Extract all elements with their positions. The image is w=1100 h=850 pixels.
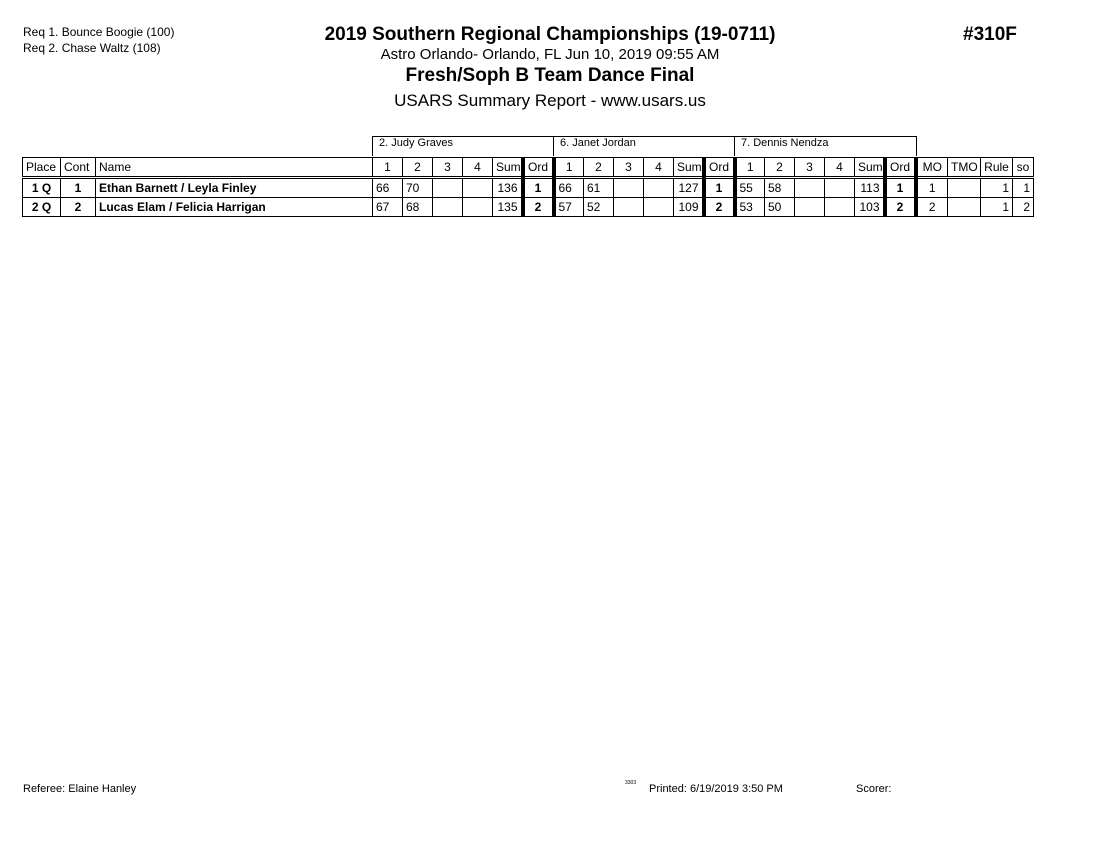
ordinal: 2 — [704, 198, 735, 217]
event-number: #310F — [963, 24, 1017, 45]
score: 66 — [373, 178, 403, 198]
majority-ordinal: 2 — [916, 198, 948, 217]
place: 2 Q — [23, 198, 61, 217]
score-sum: 135 — [493, 198, 523, 217]
score: 68 — [403, 198, 433, 217]
rule: 1 — [981, 198, 1013, 217]
score — [644, 178, 674, 198]
col-judge-dance-1: 1 — [373, 158, 403, 178]
score: 52 — [584, 198, 614, 217]
ordinal: 1 — [704, 178, 735, 198]
score-sum: 136 — [493, 178, 523, 198]
tmo — [948, 198, 981, 217]
col-judge-sum: Sum — [855, 158, 885, 178]
header-row — [23, 158, 1034, 178]
contestant-number: 2 — [61, 198, 96, 217]
col-judge-ord: Ord — [523, 158, 554, 178]
table-row — [23, 178, 1034, 198]
event-title: Fresh/Soph B Team Dance Final — [405, 65, 695, 86]
score: 61 — [584, 178, 614, 198]
rule: 1 — [981, 178, 1013, 198]
score — [463, 178, 493, 198]
score — [614, 198, 644, 217]
col-rule: Rule — [981, 158, 1013, 178]
score-sum: 103 — [855, 198, 885, 217]
couple-name: Ethan Barnett / Leyla Finley — [96, 178, 373, 198]
majority-ordinal: 1 — [916, 178, 948, 198]
col-tmo: TMO — [948, 158, 981, 178]
score: 66 — [554, 178, 584, 198]
results-table — [22, 157, 1034, 217]
score: 67 — [373, 198, 403, 217]
score: 55 — [735, 178, 765, 198]
score — [825, 178, 855, 198]
col-judge-dance-2: 2 — [403, 158, 433, 178]
col-cont: Cont — [61, 158, 96, 178]
col-judge-dance-3: 3 — [795, 158, 825, 178]
score-sum: 113 — [855, 178, 885, 198]
ordinal: 1 — [523, 178, 554, 198]
scorer: Scorer: — [856, 783, 892, 795]
judge-name: 2. Judy Graves — [373, 137, 554, 157]
requirement-2: Req 2. Chase Waltz (108) — [23, 41, 161, 55]
col-judge-dance-3: 3 — [614, 158, 644, 178]
score — [795, 178, 825, 198]
couple-name: Lucas Elam / Felicia Harrigan — [96, 198, 373, 217]
col-judge-dance-2: 2 — [584, 158, 614, 178]
score — [463, 198, 493, 217]
tmo — [948, 178, 981, 198]
score — [433, 198, 463, 217]
score: 57 — [554, 198, 584, 217]
score — [825, 198, 855, 217]
col-judge-sum: Sum — [674, 158, 704, 178]
col-judge-dance-1: 1 — [554, 158, 584, 178]
printed-date: Printed: 6/19/2019 3:50 PM — [649, 783, 783, 795]
col-judge-dance-2: 2 — [765, 158, 795, 178]
ordinal: 1 — [885, 178, 916, 198]
col-judge-dance-4: 4 — [463, 158, 493, 178]
score — [433, 178, 463, 198]
referee: Referee: Elaine Hanley — [23, 783, 137, 795]
judge-header — [372, 136, 917, 156]
score-sum: 127 — [674, 178, 704, 198]
ordinal: 2 — [523, 198, 554, 217]
ordinal: 2 — [885, 198, 916, 217]
score: 70 — [403, 178, 433, 198]
report-code: 3303 — [625, 780, 637, 786]
col-judge-dance-4: 4 — [825, 158, 855, 178]
so: 2 — [1013, 198, 1034, 217]
score — [644, 198, 674, 217]
score — [795, 198, 825, 217]
col-name: Name — [96, 158, 373, 178]
col-judge-sum: Sum — [493, 158, 523, 178]
col-judge-dance-3: 3 — [433, 158, 463, 178]
location-date: Astro Orlando- Orlando, FL Jun 10, 2019 09:55 AM — [380, 46, 720, 63]
so: 1 — [1013, 178, 1034, 198]
table-row — [23, 198, 1034, 217]
judge-name: 7. Dennis Nendza — [735, 137, 917, 157]
judge-name: 6. Janet Jordan — [554, 137, 735, 157]
col-judge-ord: Ord — [885, 158, 916, 178]
score-sum: 109 — [674, 198, 704, 217]
col-so: so — [1013, 158, 1034, 178]
col-mo: MO — [916, 158, 948, 178]
score: 53 — [735, 198, 765, 217]
col-judge-dance-1: 1 — [735, 158, 765, 178]
competition-title: 2019 Southern Regional Championships (19-0711) — [324, 24, 776, 45]
requirement-1: Req 1. Bounce Boogie (100) — [23, 25, 175, 39]
contestant-number: 1 — [61, 178, 96, 198]
place: 1 Q — [23, 178, 61, 198]
score: 58 — [765, 178, 795, 198]
report-title: USARS Summary Report - www.usars.us — [394, 91, 706, 110]
col-place: Place — [23, 158, 61, 178]
score — [614, 178, 644, 198]
col-judge-ord: Ord — [704, 158, 735, 178]
col-judge-dance-4: 4 — [644, 158, 674, 178]
score: 50 — [765, 198, 795, 217]
